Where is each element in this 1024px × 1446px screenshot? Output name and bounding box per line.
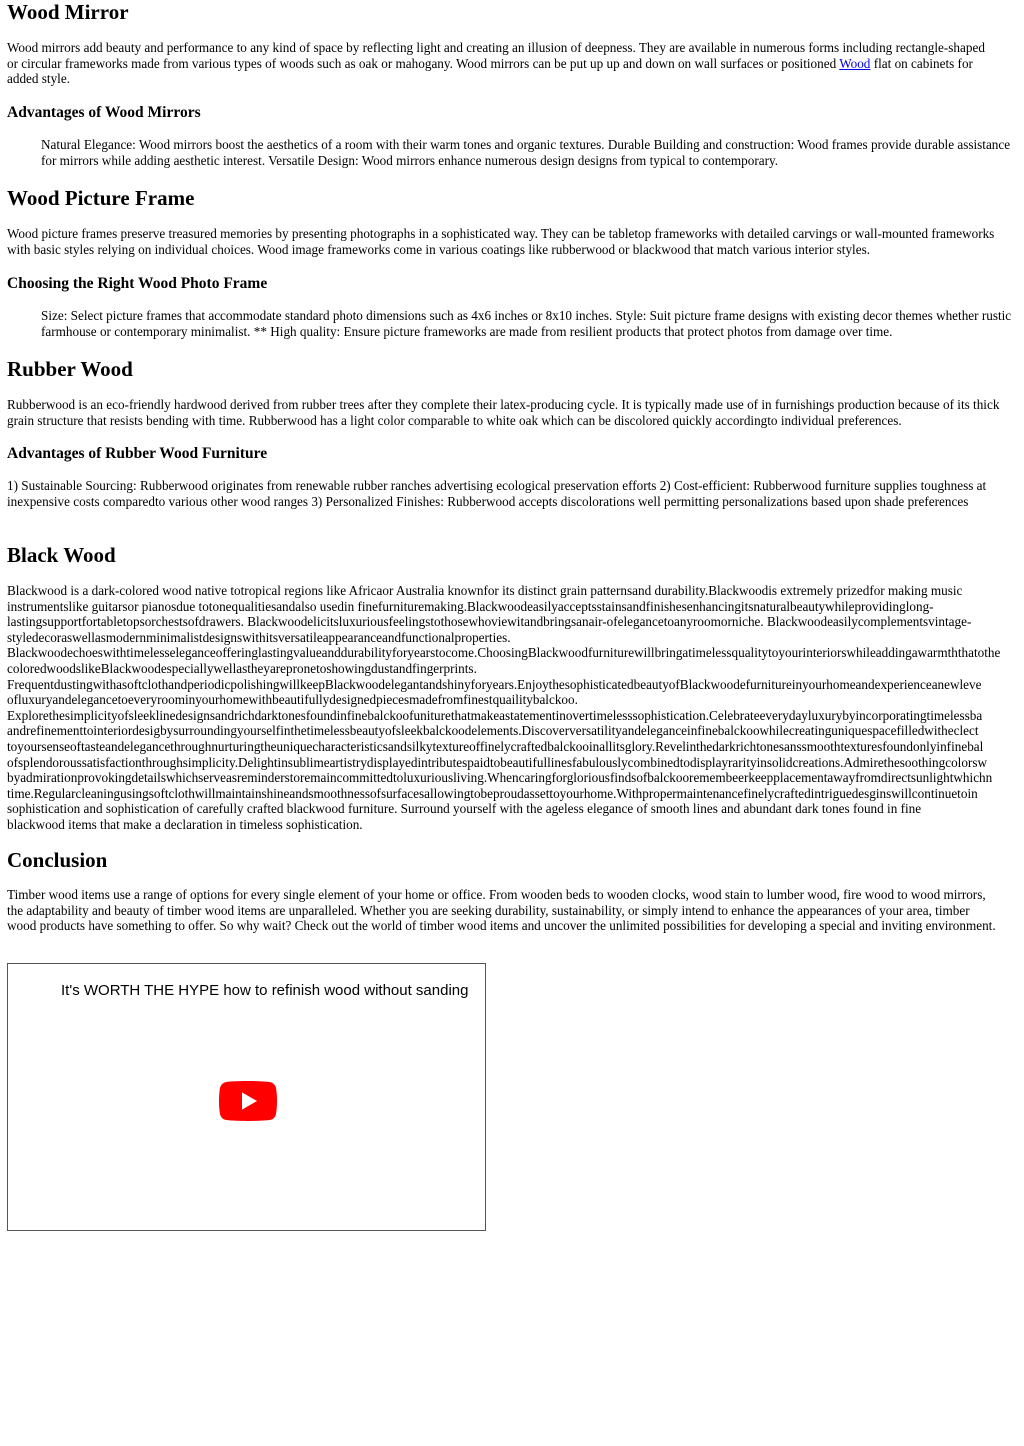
black-wood-line: FrequentdustingwithasoftclothandperiodicpolishingwillkeepBlackwoodelegantandshinyforyears.EnjoythesophisticatedbeautyofBlackwoodefurnitureinyourhomeandexperienceanewleve — [7, 676, 982, 692]
heading-advantages-wood-mirrors: Advantages of Wood Mirrors — [7, 104, 201, 121]
black-wood-line: blackwood items that make a declaration in timeless sophistication. — [7, 816, 363, 832]
black-wood-line: byadmirationprovokingdetailswhichserveasreminderstoremaincommittedtoluxuriousliving.Whencaringforgloriousfindsofbalckooremembeerkeepplacementawayfromdirectsunlightwhichn — [7, 770, 993, 786]
black-wood-line: Blackwood is a dark-colored wood native totropical regions like Africaor Australia knownfor its distinct grain patternsand durability.Blackwoodis extremely prizedfor making music — [7, 583, 963, 598]
black-wood-line: styledecoraswellasmodernminimalistdesignswithitsversatileappearanceandfunctionalproperties. — [7, 629, 511, 645]
video-title[interactable]: It's WORTH THE HYPE how to refinish wood without sanding — [61, 982, 469, 999]
paragraph-wood-mirror-text: Wood mirrors add beauty and performance to any kind of space by reflecting light and creating an illusion of deepness. They are available in numerous forms including rectangle-shaped or circular frameworks made from various types of woods such as oak or mahogany. Wood mirrors can be put up up and down on wall surfaces or positioned — [7, 40, 985, 71]
black-wood-line: ofsplendoroussatisfactionthroughsimplicity.Delightinsublimeartistrydisplayedintributespaidtobeautifullinesfabulouslycombinedtodisplayrarityinsolidcreations.Admirethesoothingcolorsw — [7, 754, 987, 770]
heading-choosing-photo-frame: Choosing the Right Wood Photo Frame — [7, 275, 268, 292]
paragraph-wood-picture-frame: Wood picture frames preserve treasured memories by presenting photographs in a sophisticated way. They can be tabletop frameworks with detailed carvings or wall-mounted frameworks with basic styles relying on individual choices. Wood image frameworks come in various coatings like rubberwood or blackwood that match various interior styles. — [7, 226, 995, 257]
black-wood-line: coloredwoodslikeBlackwoodespeciallywellastheyarepronetoshowingdustandfingerprints. — [7, 660, 477, 676]
black-wood-line: ofluxuryandelegancetoeveryroominyourhomewithbeautifullydesignedpiecesmadefromfinestquailitybalckoo. — [7, 692, 578, 708]
paragraph-rubber-wood: Rubberwood is an eco-friendly hardwood derived from rubber trees after they complete their latex-producing cycle. It is typically made use of in furnishings production because of its thick grain structure that resists bending with time. Rubberwood has a light color comparable to white oak which can be discolored quickly accordingto individual preferences. — [7, 397, 1000, 428]
video-embed[interactable] — [7, 963, 486, 1231]
paragraph-wood-mirror — [7, 40, 997, 87]
black-wood-line: Explorethesimplicityofsleeklinedesignsandrichdarktonesfoundinfinebalckoofuniturethatmakeastatementinovertimelesssophistication.Celebrateeverydayluxurybyincorporatingtimelessba — [7, 707, 983, 723]
black-wood-line: andrefinementtointeriordesigbysurroundingyourselfinthetimelessbeautyofsleekbalckoodelements.Discoverversatilityandeleganceinfinebalckoowhilecreatinguniquespacefilledwitheclect — [7, 723, 979, 739]
blockquote-advantages-wood-mirrors: Natural Elegance: Wood mirrors boost the aesthetics of a room with their warm tones and organic textures. Durable Building and construction: Wood frames provide durable assistance for mirrors while adding aesthetic interest. Versatile Design: Wood mirrors enhance numerous design designs from typical to contemporary. — [41, 137, 1011, 168]
black-wood-line: lastingsupportfortabletopsorchestsofdrawers. Blackwoodelicitsluxuriousfeelingstothosewhoviewitandbringsanair-ofelegancetoanyroomorniche. Blackwoodeasilycomplementsvintage- — [7, 614, 972, 630]
black-wood-line: toyoursenseoftasteandelegancethroughnurturingtheuniquecharacteristicsandsilkytextureoffinelycraftedbalckooinallitsglory.Revelinthedarkrichtonesanssmoothtexturesfoundonlyinfinebal — [7, 738, 984, 754]
heading-black-wood: Black Wood — [7, 543, 116, 567]
black-wood-line: time.Regularcleaningusingsoftclothwillmaintainshineandsmoothnessofsurfacesallowingtobeproudassettoyourhome.Withpropermaintenancefinelycraftedintriguedesginswillcontinuetoin — [7, 785, 978, 801]
youtube-play-icon[interactable] — [219, 1081, 277, 1121]
paragraph-black-wood — [7, 583, 1024, 833]
heading-wood-mirror: Wood Mirror — [7, 0, 129, 24]
heading-advantages-rubber-wood: Advantages of Rubber Wood Furniture — [7, 445, 268, 462]
blockquote-choosing-photo-frame: Size: Select picture frames that accommodate standard photo dimensions such as 4x6 inches or 8x10 inches. Style: Suit picture frame designs with existing decor themes whether rustic farmhouse or contemporary minimalist. ** High quality: Ensure picture frameworks are made from resilient products that protect photos from damage over time. — [41, 308, 1012, 339]
heading-rubber-wood: Rubber Wood — [7, 357, 133, 381]
paragraph-wood-mirror-text-end: flat on cabinets for added style. — [7, 55, 973, 87]
heading-conclusion: Conclusion — [7, 848, 108, 872]
heading-wood-picture-frame: Wood Picture Frame — [7, 186, 195, 210]
wood-link[interactable]: Wood — [839, 55, 871, 71]
paragraph-conclusion: Timber wood items use a range of options for every single element of your home or office. From wooden beds to wooden clocks, wood stain to lumber wood, fire wood to wood mirrors, the adaptability and beauty of timber wood items are unparalleled. Whether you are seeking durability, sustainability, or simply intend to enhance the appearances of your area, timber wood products have something to offer. So why wait? Check out the world of timber wood items and uncover the unlimited possibilities for developing a special and inviting environment. — [7, 887, 996, 934]
black-wood-line: instrumentslike guitarsor pianosdue totonequalitiesandalso usedin finefurnituremaking.Blackwoodeasilyacceptsstainsandfinishesenhancingitsnaturalbeautywhileprovidinglong- — [7, 598, 934, 614]
black-wood-line: Blackwoodechoeswithtimelesseleganceofferinglastingvalueanddurabilityforyearstocome.ChoosingBlackwoodfurniturewillbringatimelessqualitytoyourinteriorswhileaddingawarmththatothe — [7, 645, 1001, 661]
black-wood-line: sophistication and sophistication of carefully crafted blackwood furniture. Surround yourself with the ageless elegance of smooth lines and abundant dark tones found in fine — [7, 801, 922, 817]
paragraph-advantages-rubber-wood: 1) Sustainable Sourcing: Rubberwood originates from renewable rubber ranches advertising ecological preservation efforts 2) Cost-efficient: Rubberwood furniture supplies toughness at inexpensive costs comparedto various other wood ranges 3) Personalized Finishes: Rubberwood accepts discolorations well permitting personalizations based upon shade preferences — [7, 478, 987, 509]
